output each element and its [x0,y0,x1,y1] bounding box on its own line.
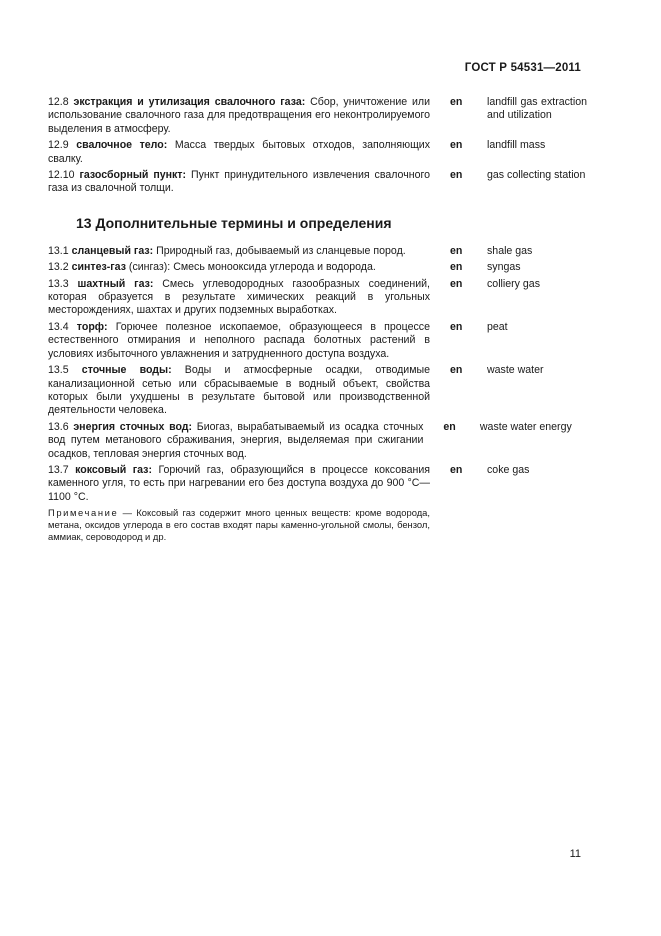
document-code: ГОСТ Р 54531—2011 [464,62,581,74]
language-code: en [450,364,463,377]
page-number: 11 [569,848,581,860]
term-definition [48,245,430,258]
language-code: en [450,244,463,257]
term-text: Смесь монооксида углерода и водорода. [173,261,376,274]
term-number: 13.7 [48,463,69,476]
term-name: торф: [76,320,108,333]
language-code: en [450,139,463,152]
english-equivalent: syngas [487,261,521,274]
term-text: Биогаз, вырабатываемый из осадка сточных вод путем метанового сбраживания, энергия, выделяемая при сжигании осадков, тепловая энергия сточных вод. [48,420,424,460]
term-definition [48,261,430,274]
term-entry-13-2 [48,261,588,274]
note-text: — Коксовый газ содержит много ценных веществ: кроме водорода, метана, оксидов углерода в его состав входят пары каменно-угольной смолы, бензол, аммиак, сероводород и др. [48,507,430,543]
term-text: Воды и атмосферные осадки, отводимые канализационной сетью или сбрасываемые в водный объект, свойства которых были ухудшены в результате бытовой или производственной деятельности человека. [48,364,430,417]
term-name: синтез-газ [71,261,126,274]
term-number: 13.1 [48,244,69,257]
english-equivalent: landfill mass [487,139,546,152]
term-text: Смесь углеводородных газообразных соединений, которая образуется в результате химических реакций в угольных месторождениях, шахтах и других подземных выработках. [48,277,431,317]
term-number: 13.5 [48,364,69,377]
term-definition [48,169,430,196]
english-equivalent: peat [487,320,508,333]
term-number: 13.6 [48,420,69,433]
term-number: 12.10 [48,169,75,182]
term-number: 13.4 [48,320,69,333]
section-heading: 13 Дополнительные термины и определения [76,214,392,231]
term-definition [48,364,430,418]
term-definition [48,96,430,136]
term-text: Масса твердых бытовых отходов, заполняющих свалку. [48,139,430,165]
term-name: свалочное тело: [76,139,168,152]
term-name: газосборный пункт: [79,169,187,182]
language-code: en [450,277,463,290]
term-name: сточные воды: [81,364,172,377]
term-definition [48,321,430,361]
term-text: Природный газ, добываемый из сланцевые пород. [156,244,406,257]
language-code: en [450,463,463,476]
term-alt-name: (сингаз): [128,261,171,274]
term-name: коксовый газ: [75,463,152,476]
term-number: 13.2 [48,261,69,274]
english-equivalent: landfill gas extraction and utilization [487,96,587,122]
english-equivalent: shale gas [487,244,533,257]
language-code: en [450,261,463,274]
term-name: экстракция и утилизация свалочного газа: [73,96,306,108]
term-entry-13-6 [48,421,588,461]
english-equivalent: colliery gas [487,277,540,290]
term-definition [48,278,430,318]
language-code: en [443,420,456,433]
term-entry-12-8 [48,96,588,136]
term-entry-13-1 [48,245,588,258]
language-code: en [450,96,463,108]
term-text: Горючий газ, образующийся в процессе коксования каменного угля, то есть при нагревании его без доступа воздуха до 900 °С—1100 °С. [48,463,431,503]
term-text: Пункт принудительного извлечения свалочного газа из свалочной толщи. [48,169,430,195]
english-equivalent: coke gas [487,463,530,476]
term-definition [48,464,430,504]
term-entry-13-5 [48,364,588,418]
term-number: 13.3 [48,277,69,290]
term-number: 12.9 [48,139,69,152]
english-equivalent: waste water energy [479,420,572,433]
term-entry-13-3 [48,278,588,318]
note-label: Примечание [48,507,119,519]
english-equivalent: waste water [487,364,544,377]
term-name: сланцевый газ: [71,244,154,257]
term-entry-12-9 [48,139,588,166]
term-entry-12-10 [48,169,588,196]
note-paragraph [48,507,430,543]
terms-content [48,96,588,543]
term-text: Сбор, уничтожение или использование свалочного газа для предотвращения его неконтролируемого выделения в атмосферу. [48,96,430,135]
english-equivalent: gas collecting station [487,169,586,182]
term-name: энергия сточных вод: [73,420,193,433]
term-entry-13-4 [48,321,588,361]
term-definition [48,139,430,166]
language-code: en [450,169,463,182]
term-entry-13-7 [48,464,588,504]
term-name: шахтный газ: [77,277,154,290]
term-definition [48,421,423,461]
term-text: Горючее полезное ископаемое, образующееся в процессе естественного отмирания и неполного распада болотных растений в условиях избыточного увлажнения и затрудненного доступа воздуха. [48,320,430,360]
language-code: en [450,320,463,333]
term-number: 12.8 [48,96,69,108]
